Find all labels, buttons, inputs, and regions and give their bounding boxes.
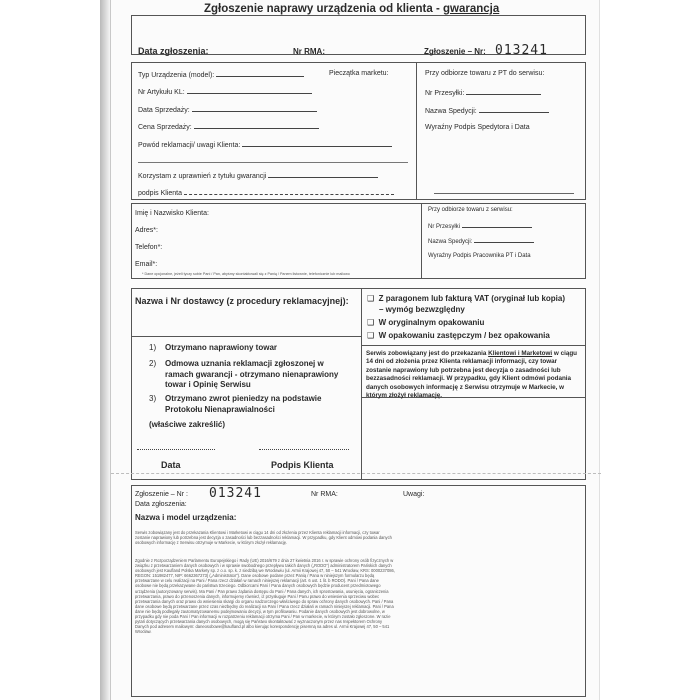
pt2-nr-przesylki-line[interactable] (462, 222, 532, 228)
cena-sprzedazy-label: Cena Sprzedaży: (138, 124, 192, 131)
pt2-nr-przesylki-field (428, 222, 532, 230)
page-shadow (100, 0, 110, 700)
pt1-nazwa-spedycji-label: Nazwa Spedycji: (425, 108, 477, 115)
service-note-underlined: Klientowi i Marketowi (488, 350, 553, 357)
zgloszenie-nr-label: Zgłoszenie – Nr: (424, 47, 486, 56)
zgloszenie-nr-value: 013241 (495, 43, 548, 58)
checkbox-inner-hline (361, 345, 586, 346)
korzystam-line[interactable] (268, 171, 378, 178)
pt2-nazwa-spedycji-label: Nazwa Spedycji: (428, 239, 473, 245)
pieczatka-label: Pieczątka marketu: (329, 70, 389, 77)
perforation-line (111, 473, 601, 474)
imie-label: Imię i Nazwisko Klienta: (135, 210, 209, 217)
lower-zgloszenie-value: 013241 (209, 486, 262, 501)
cena-sprzedazy-line[interactable] (194, 122, 319, 129)
outcome-1-text: Otrzymano naprawiony towar (165, 343, 278, 352)
outcome-2-num: 2) (149, 359, 157, 368)
pt2-nazwa-spedycji-field (428, 237, 534, 245)
typ-urzadzenia-field (138, 70, 304, 79)
pt1-heading: Przy odbiorze towaru z PT do serwisu: (425, 70, 545, 77)
form-sheet (110, 0, 600, 700)
nr-artykulu-label: Nr Artykułu KL: (138, 89, 185, 96)
checkbox-row-3 (367, 331, 550, 340)
outcome-1-num: 1) (149, 343, 157, 352)
pt1-nazwa-spedycji-field (425, 106, 549, 115)
fine-print-1: Serwis zobowiązany jest do przekazania Klientowi i Marketowi w ciągu 14 dni od złożenia przez Klienta reklamacji informacji, czy towar zostanie naprawiony lub potrzebna jest decyzja o zasadności lub bezzasadności reklamacji. W przypadku, gdy Klient odmówi podania danych osobowych informację z Serwisu otrzymuje w Markecie, w którym złożył reklamację. (135, 530, 392, 546)
lower-nr-rma-label: Nr RMA: (311, 491, 338, 498)
powod-field (138, 140, 392, 149)
client-footnote: * Dane opcjonalne, jeżeli tyczy sobie Pani / Pan, abyśmy skontaktowali się z Panią / Panem listownie, telefonicznie lub mailowo (142, 272, 350, 276)
typ-urzadzenia-label: Typ Urządzenia (model): (138, 72, 215, 79)
pt2-nr-przesylki-label: Nr Przesyłki (428, 224, 461, 230)
nr-rma-label: Nr RMA: (293, 47, 325, 56)
nr-artykulu-field (138, 87, 312, 96)
checkbox-row-2 (367, 318, 484, 327)
nr-artykulu-line[interactable] (187, 87, 312, 94)
telefon-label: Telefon*: (135, 244, 163, 251)
checkbox-3-label: W opakowaniu zastępczym / bez opakowania (378, 331, 550, 340)
lower-uwagi-label: Uwagi: (403, 491, 425, 498)
service-note-post: w ciągu 14 dni od złożenia przez Klienta reklamacji informacji, czy towar zostanie naprawiony lub potrzebna jest decyzja o zasadności lub bezzasadności reklamacji. W przypadku, gdy Klient odmówi podania danych osobowych informację z Serwisu otrzymuje w Markecie, w którym złożył reklamację. (366, 350, 578, 400)
powod-label: Powód reklamacji/ uwagi Klienta: (138, 142, 241, 149)
service-note (366, 350, 578, 400)
outcome-1 (149, 343, 156, 352)
client-section-divider (421, 203, 422, 279)
pt1-nr-przesylki-field (425, 88, 541, 97)
wlasciwe-label: (właściwe zakreślić) (149, 420, 226, 429)
pt1-podpis-label: Wyraźny Podpis Spedytora i Data (425, 124, 530, 131)
pt2-heading: Przy odbiorze towaru z serwisu: (428, 207, 513, 213)
checkbox-1[interactable]: ❑ (367, 294, 375, 303)
form-title-main: Zgłoszenie naprawy urządzenia od klienta - (204, 3, 443, 15)
service-note-pre: Serwis zobowiązany jest do przekazania (366, 350, 489, 357)
pt1-nr-przesylki-line[interactable] (466, 88, 541, 95)
data-sign-line[interactable] (137, 449, 215, 450)
data-sprzedazy-line[interactable] (192, 105, 317, 112)
pt1-nazwa-spedycji-line[interactable] (479, 106, 549, 113)
outcome-3-text: Otrzymano zwrot pieniedzy na podstawie Protokołu Nienaprawialności (165, 394, 322, 414)
podpis-sign-line[interactable] (259, 449, 349, 450)
pt1-podpis-line[interactable] (434, 193, 574, 194)
outcome-3-num: 3) (149, 394, 157, 403)
supplier-label: Nazwa i Nr dostawcy (z procedury reklamacyjnej): (135, 296, 349, 306)
lower-data-label: Data zgłoszenia: (135, 501, 187, 508)
typ-urzadzenia-line[interactable] (216, 70, 304, 77)
powod-line-2[interactable] (138, 162, 408, 163)
adres-label: Adres*: (135, 227, 158, 234)
sign-data-label: Data (161, 460, 181, 470)
fine-print-2: Zgodnie z Rozporządzeniem Parlamentu Europejskiego i Rady (UE) 2016/679 z dnia 27 kwietnia 2016 r. w sprawie ochrony osób fizycznych w związku z przetwarzaniem danych osobowych i w sprawie swobodnego przepływu takich danych („RODO”) administratorem Pańskich danych osobowych jest Kaufland Polska Markety sp. z o.o. sp. k. z siedzibą we Wrocławiu (ul. Armii Krajowej 47, 50 – 541 Wrocław, KRS: 0000237086, REGON: 151982477, NIP: 6662367273) („Administrator”). Dane osobowe podane przez Panią / Pana w niniejszym formularzu będą przetwarzane w celu realizacji na Pani / Pana rzecz działań w ramach niniejszej reklamacji (art. 6 ust. 1 lit. b RODO). Pani / Pana dane osobowe nie będą przekazywane do państwa trzeciego. Odbiorcami Pani / Pana danych osobowych będzie producent przedmiotowego urządzenia (autoryzowany serwis). Ma Pani / Pan prawo żądania dostępu do Pani / Pana danych, ich sprostowania, usunięcia, ograniczenia przetwarzania, prawo do przenoszenia danych, informujemy również, iż przysługuje Pani / Panu prawo do wniesienia sprzeciwu wobec przetwarzania danych oraz prawo do wniesienia skargi do organu nadzorczego właściwego do spraw ochrony danych osobowych. Pani / Pana dane osobowe będą przetwarzane przez czas niezbędny do realizacji na Pani / Pana rzecz działań w ramach niniejszej reklamacji. Pani / Pana dane nie będą podlegały zautomatyzowanemu podejmowaniu decyzji, w tym profilowaniu. Podanie danych osobowych jest dobrowolne, w przypadku gdy nie poda Pani / Pan informacji w rozpatrzeniu reklamacji otrzyma Pani / Pan w markecie, w którym zostało zgłoszone. W razie pytań dotyczących przetwarzania danych osobowych, mogą się Państwo skontaktować z wyznaczonym przez nas Inspektorem Ochrony Danych pod adresem mailowym: daneosobowe@kaufland.pl albo kierując korespondencję pisemną na adres ul. Armii Krajowej 47, 50 – 541 Wrocław. (135, 558, 395, 635)
checkbox-row-1-cont: – wymóg bezwzględny (379, 305, 465, 314)
checkbox-2-label: W oryginalnym opakowaniu (378, 318, 485, 327)
pt1-nr-przesylki-label: Nr Przesyłki: (425, 90, 465, 97)
data-zgloszenia-label: Data zgłoszenia: (138, 46, 209, 56)
product-section-divider (416, 62, 417, 200)
pt2-podpis-label: Wyraźny Podpis Pracownika PT i Data (428, 253, 531, 259)
checkbox-1-label: Z paragonem lub fakturą VAT (oryginał lub kopia) (378, 294, 566, 303)
podpis-klienta-line[interactable] (184, 188, 394, 195)
lower-zgloszenie-label: Zgłoszenie – Nr : (135, 491, 188, 498)
outcome-2-text: Odmowa uznania reklamacji zgłoszonej w ramach gwarancji - otrzymano nienaprawiony towar i Opinię Serwisu (165, 359, 339, 389)
data-sprzedazy-field (138, 105, 317, 114)
korzystam-field (138, 171, 378, 180)
checkbox-2[interactable]: ❑ (367, 318, 375, 327)
korzystam-label: Korzystam z uprawnień z tytułu gwarancji (138, 173, 267, 180)
cena-sprzedazy-field (138, 122, 319, 131)
pt2-nazwa-spedycji-line[interactable] (474, 237, 534, 243)
podpis-klienta-field (138, 188, 394, 197)
checkbox-3[interactable]: ❑ (367, 331, 375, 340)
sign-podpis-label: Podpis Klienta (271, 460, 334, 470)
form-title (204, 3, 499, 15)
podpis-klienta-label: podpis Klienta (138, 190, 182, 197)
lower-nazwa-label: Nazwa i model urządzenia: (135, 513, 237, 522)
powod-line-1[interactable] (242, 140, 392, 147)
supplier-inner-hline (131, 336, 361, 337)
form-title-underlined: gwarancja (443, 3, 500, 15)
email-label: Email*: (135, 261, 158, 268)
checkbox-row-1 (367, 294, 565, 303)
supplier-section-divider (361, 288, 362, 480)
data-sprzedazy-label: Data Sprzedaży: (138, 107, 190, 114)
